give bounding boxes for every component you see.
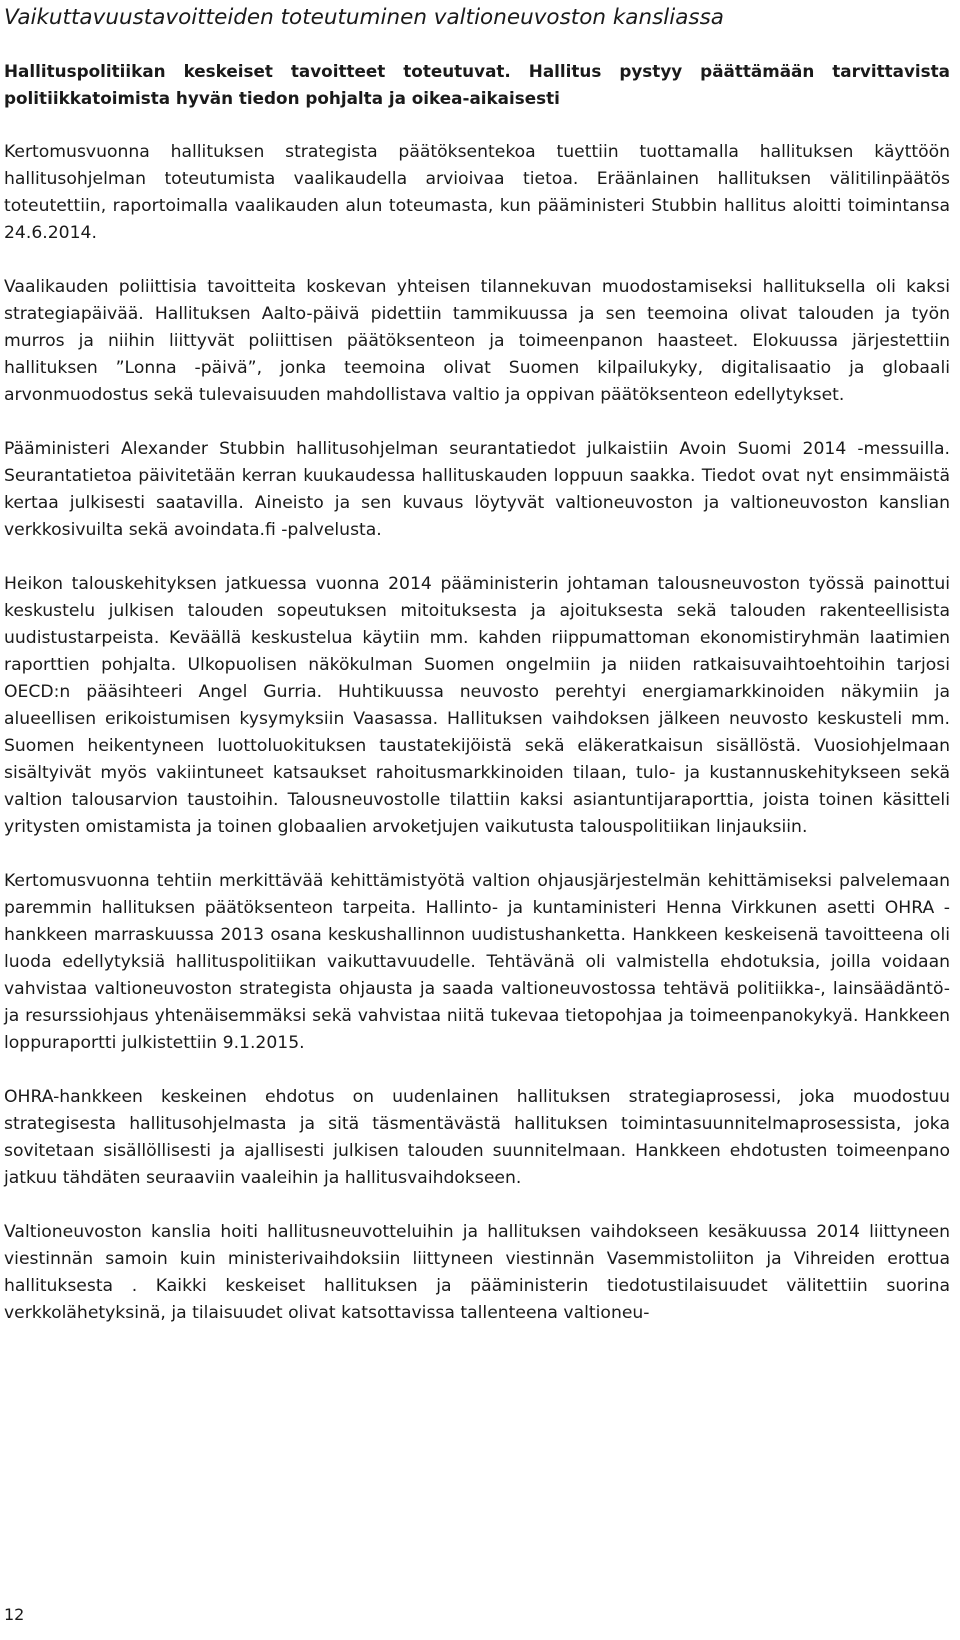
paragraph-economic-council: Heikon talouskehityksen jatkuessa vuonna 2014 pääministerin johtaman talousneuvoston työssä painottui keskustelu julkisen talouden sopeutuksen mitoituksesta ja ajoituksesta sekä talouden rakenteellisista uudistustarpeista. Keväällä keskustelua käytiin mm. kahden riippumattoman ekonomistiryhmän laatimien raporttien pohjalta. Ulkopuolisen näkökulman Suomen ongelmiin ja niiden ratkaisuvaihtoehtoihin tarjosi OECD:n pääsihteeri Angel Gurria. Huhtikuussa neuvosto perehtyi energiamarkkinoiden näkymiin ja alueellisen erikoistumisen kysymyksiin Vaasassa. Hallituksen vaihdoksen jälkeen neuvosto keskusteli mm. Suomen heikentyneen luottoluokituksen taustatekijöistä sekä eläkeratkaisun sisällöstä. Vuosiohjelmaan sisältyivät myös vakiintuneet katsaukset rahoitusmarkkinoiden tilaan, tulo- ja kustannuskehitykseen sekä valtion talousarvion taustoihin. Talousneuvostolle tilattiin kaksi asiantuntijaraporttia, joista toinen käsitteli yritysten omistamista ja toinen globaalien arvoketjujen vaikutusta talouspolitiikan linjauksiin.	[4, 574, 950, 837]
paragraph-communications: Valtioneuvoston kanslia hoiti hallitusneuvotteluihin ja hallituksen vaihdokseen kesäkuussa 2014 liittyneen viestinnän samoin kuin ministerivaihdoksiin liittyneen viestinnän Vasemmistoliiton ja Vihreiden erottua hallituksesta . Kaikki keskeiset hallituksen ja pääministerin tiedotustilaisuudet välitettiin suorina verkkolähetyksinä, ja tilaisuudet olivat katsottavissa tallenteena valtioneu-	[4, 1222, 950, 1323]
paragraph-ohra-project: Kertomusvuonna tehtiin merkittävää kehittämistyötä valtion ohjausjärjestelmän kehittämiseksi palvelemaan paremmin hallituksen päätöksenteon tarpeita. Hallinto- ja kuntaministeri Henna Virkkunen asetti OHRA -hankkeen marraskuussa 2013 osana keskushallinnon uudistushanketta. Hankkeen keskeisenä tavoitteena oli luoda edellytyksiä hallituspolitiikan vaikuttavuudelle. Tehtävänä oli valmistella ehdotuksia, joilla voidaan vahvistaa valtioneuvoston strategista ohjausta ja saada valtioneuvostossa tehtävä politiikka-, lainsäädäntö- ja resurssiohjaus yhtenäisemmäksi sekä vahvistaa niitä tukevaa tietopohjaa ja toimeenpanokykyä. Hankkeen loppuraportti julkistettiin 9.1.2015.	[4, 871, 950, 1053]
paragraph-program-monitoring: Pääministeri Alexander Stubbin hallitusohjelman seurantatiedot julkaistiin Avoin Suomi 2014 -messuilla. Seurantatietoa päivitetään kerran kuukaudessa hallituskauden loppuun saakka. Tiedot ovat nyt ensimmäistä kertaa julkisesti saatavilla. Aineisto ja sen kuvaus löytyvät valtioneuvoston ja valtioneuvoston kanslian verkkosivuilta sekä avoindata.fi -palvelusta.	[4, 439, 950, 540]
paragraph-objective: Hallituspolitiikan keskeiset tavoitteet toteutuvat. Hallitus pystyy päättämään tarvittavista politiikkatoimista hyvän tiedon pohjalta ja oikea-aikaisesti	[4, 61, 950, 108]
section-title: Vaikuttavuustavoitteiden toteutuminen valtioneuvoston kansliassa	[4, 5, 724, 30]
paragraph-ohra-proposal: OHRA-hankkeen keskeinen ehdotus on uudenlainen hallituksen strategiaprosessi, joka muodostuu strategisesta hallitusohjelmasta ja sitä täsmentävästä hallituksen toimintasuunnitelmaprosessista, joka sovitetaan sisällöllisesti ja ajallisesti julkisen talouden suunnitelmaan. Hankkeen ehdotusten toimeenpano jatkuu tähdäten seuraaviin vaaleihin ja hallitusvaihdokseen.	[4, 1087, 950, 1188]
document-body	[4, 58, 950, 1354]
paragraph-strategic-decision-making: Kertomusvuonna hallituksen strategista päätöksentekoa tuettiin tuottamalla hallituksen käyttöön hallitusohjelman toteutumista vaalikaudella arvioivaa tietoa. Eräänlainen hallituksen välitilinpäätös toteutettiin, raportoimalla vaalikauden alun toteumasta, kun pääministeri Stubbin hallitus aloitti toimintansa 24.6.2014.	[4, 142, 950, 243]
page-number: 12	[4, 1605, 25, 1624]
paragraph-strategy-days: Vaalikauden poliittisia tavoitteita koskevan yhteisen tilannekuvan muodostamiseksi hallituksella oli kaksi strategiapäivää. Hallituksen Aalto-päivä pidettiin tammikuussa ja sen teemoina olivat talouden ja työn murros ja niihin liittyvät poliittisen päätöksenteon ja toimeenpanon haasteet. Elokuussa järjestettiin hallituksen ”Lonna -päivä”, jonka teemoina olivat Suomen kilpailukyky, digitalisaatio ja globaali arvonmuodostus sekä tulevaisuuden mahdollistava valtio ja oppivan päätöksenteon edellytykset.	[4, 277, 950, 405]
